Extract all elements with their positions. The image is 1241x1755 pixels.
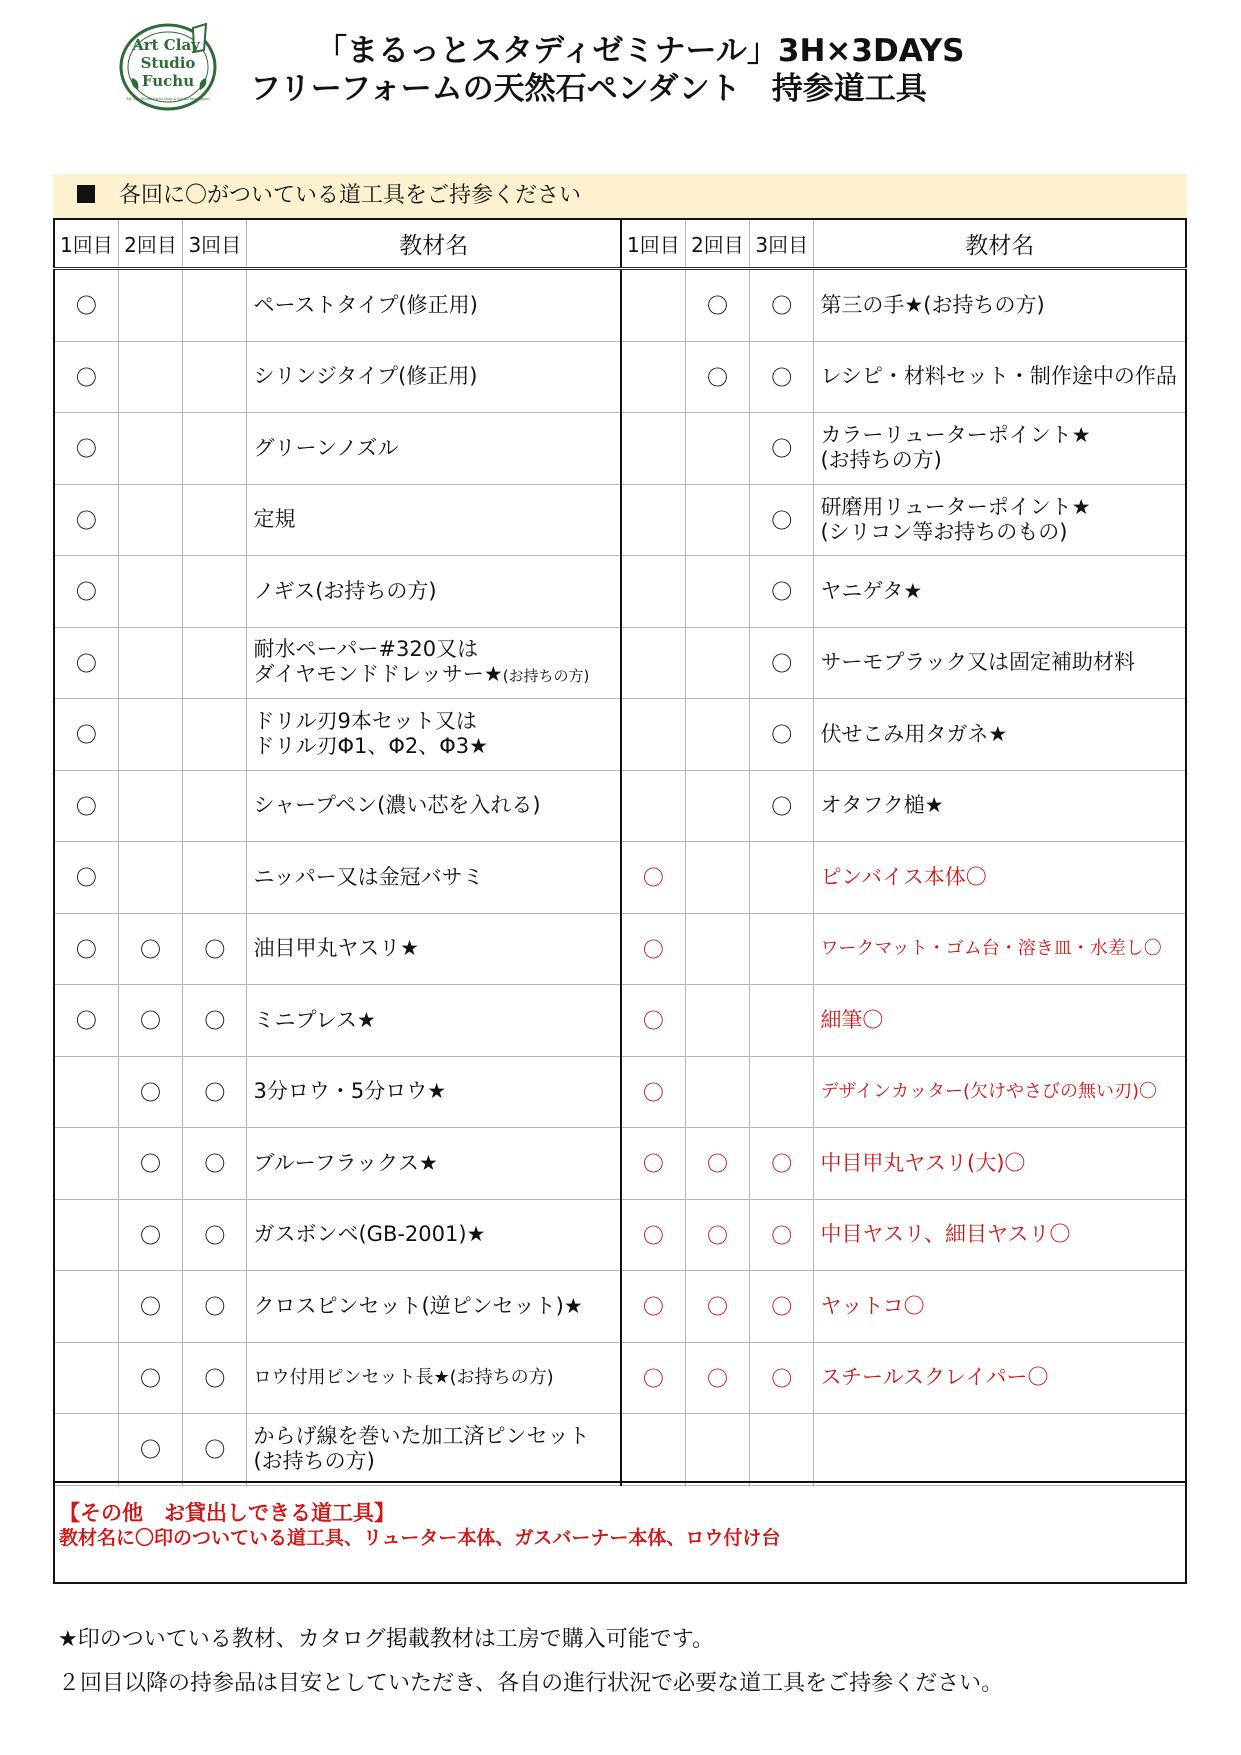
- session-mark: 〇: [621, 1342, 685, 1414]
- session-mark: 〇: [183, 1414, 247, 1486]
- table-row: [54, 484, 1186, 556]
- session-mark: 〇: [750, 1199, 814, 1271]
- logo-line3: Fuchu: [141, 72, 195, 90]
- item-name: [814, 1128, 1186, 1200]
- session-mark: [183, 413, 247, 485]
- item-name: [814, 842, 1186, 914]
- session-mark: 〇: [621, 913, 685, 985]
- item-name: [814, 627, 1186, 699]
- item-name: [247, 1271, 621, 1343]
- item-name: [247, 1056, 621, 1128]
- item-name: [247, 556, 621, 628]
- table-row: [54, 556, 1186, 628]
- session-mark: 〇: [183, 1056, 247, 1128]
- item-name: [247, 699, 621, 771]
- item-name-line: ダイヤモンドドレッサー★(お持ちの方): [253, 661, 590, 686]
- item-name-line: 3分ロウ・5分ロウ★: [253, 1079, 447, 1104]
- item-name-line: ブルーフラックス★: [253, 1150, 438, 1175]
- session-mark: [118, 770, 182, 842]
- session-mark: [118, 269, 182, 342]
- logo-ring-text: Art Clay Studio Fuchu Shop & School Tokyo Japan: [126, 97, 210, 101]
- page-title: [250, 32, 1010, 108]
- item-name: [247, 269, 621, 342]
- item-name: [247, 1199, 621, 1271]
- session-mark: 〇: [685, 1342, 749, 1414]
- item-name-line: ピンバイス本体〇: [820, 864, 987, 889]
- session-mark: 〇: [750, 699, 814, 771]
- session-mark: [183, 269, 247, 342]
- session-mark: 〇: [54, 484, 118, 556]
- table-row: [54, 1414, 1186, 1486]
- item-name-line: 研磨用リューターポイント★: [820, 494, 1091, 519]
- item-name: [814, 1056, 1186, 1128]
- session-mark: 〇: [685, 1199, 749, 1271]
- item-name: [814, 484, 1186, 556]
- col-header-session3-right: 3回目: [750, 219, 814, 269]
- logo-line1: Art Clay: [132, 36, 200, 54]
- table-row: [54, 1342, 1186, 1414]
- session-mark: [750, 1414, 814, 1486]
- session-mark: [118, 627, 182, 699]
- col-header-item-name: 教材名: [247, 219, 621, 269]
- session-mark: [621, 556, 685, 628]
- note-line: ２回目以降の持参品は目安としていただき、各自の進行状況で必要な道工具をご持参ください。: [58, 1671, 1004, 1696]
- item-name-line: 中目ヤスリ、細目ヤスリ〇: [820, 1222, 1071, 1247]
- item-name: [814, 913, 1186, 985]
- session-mark: [621, 413, 685, 485]
- session-mark: 〇: [750, 1128, 814, 1200]
- session-mark: [183, 484, 247, 556]
- session-mark: [54, 1342, 118, 1414]
- col-header-session3: 3回目: [183, 219, 247, 269]
- item-name-line: グリーンノズル: [253, 435, 399, 460]
- session-mark: 〇: [118, 913, 182, 985]
- session-mark: 〇: [54, 985, 118, 1057]
- session-mark: 〇: [750, 1342, 814, 1414]
- session-mark: 〇: [621, 1128, 685, 1200]
- item-name-line: スチールスクレイパー〇: [820, 1365, 1049, 1390]
- item-name: [814, 1414, 1186, 1486]
- item-name-line: (お持ちの方): [820, 448, 942, 473]
- session-mark: [685, 627, 749, 699]
- item-name: [247, 413, 621, 485]
- notice-text: 各回に〇がついている道工具をご持参ください: [119, 183, 582, 208]
- item-name: [247, 842, 621, 914]
- item-name: [247, 1342, 621, 1414]
- item-name: [814, 1199, 1186, 1271]
- item-name: [814, 770, 1186, 842]
- item-name-line: 伏せこみ用タガネ★: [820, 721, 1008, 746]
- session-mark: [183, 699, 247, 771]
- item-name-line: 第三の手★(お持ちの方): [820, 292, 1045, 317]
- item-name: [247, 770, 621, 842]
- title-line2: フリーフォームの天然石ペンダント 持参道工具: [250, 71, 927, 107]
- table-row: [54, 1199, 1186, 1271]
- table-row: [54, 1056, 1186, 1128]
- item-name: [814, 1342, 1186, 1414]
- session-mark: 〇: [183, 1342, 247, 1414]
- session-mark: 〇: [118, 1414, 182, 1486]
- notice-banner: [53, 174, 1187, 218]
- session-mark: 〇: [621, 842, 685, 914]
- session-mark: 〇: [685, 1128, 749, 1200]
- item-name-line: 中目甲丸ヤスリ(大)〇: [820, 1150, 1026, 1175]
- item-name-line: 耐水ペーパー#320又は: [253, 636, 479, 661]
- session-mark: 〇: [750, 484, 814, 556]
- session-mark: 〇: [54, 770, 118, 842]
- item-name: [814, 413, 1186, 485]
- item-name: [247, 1128, 621, 1200]
- table-row: [54, 842, 1186, 914]
- session-mark: [621, 269, 685, 342]
- item-name-line: ノギス(お持ちの方): [253, 578, 437, 603]
- session-mark: [685, 913, 749, 985]
- session-mark: 〇: [183, 1199, 247, 1271]
- table-row: [54, 770, 1186, 842]
- session-mark: [54, 1271, 118, 1343]
- tools-table: [53, 218, 1187, 1486]
- item-name-line: (シリコン等お持ちのもの): [820, 519, 1068, 544]
- session-mark: 〇: [750, 770, 814, 842]
- lendable-heading: 【その他 お貸出しできる道工具】: [59, 1501, 395, 1525]
- item-name: [247, 985, 621, 1057]
- session-mark: 〇: [183, 913, 247, 985]
- session-mark: [183, 341, 247, 413]
- session-mark: [621, 627, 685, 699]
- logo-line2: Studio: [140, 54, 196, 72]
- item-name: [247, 341, 621, 413]
- session-mark: 〇: [183, 985, 247, 1057]
- session-mark: [621, 341, 685, 413]
- table-row: [54, 1271, 1186, 1343]
- session-mark: [118, 842, 182, 914]
- session-mark: [685, 413, 749, 485]
- item-name-line: ドリル刃9本セット又は: [253, 709, 477, 734]
- session-mark: 〇: [621, 1199, 685, 1271]
- item-name-line: 細筆〇: [820, 1007, 884, 1032]
- session-mark: 〇: [54, 269, 118, 342]
- session-mark: [118, 413, 182, 485]
- session-mark: 〇: [118, 985, 182, 1057]
- session-mark: 〇: [183, 1271, 247, 1343]
- lendable-tools-box: [53, 1481, 1187, 1584]
- session-mark: 〇: [54, 913, 118, 985]
- title-line1: 「まるっとスタディゼミナール」3H×3DAYS: [316, 33, 965, 69]
- note-line: ★印のついている教材、カタログ掲載教材は工房で購入可能です。: [58, 1627, 714, 1652]
- session-mark: [685, 985, 749, 1057]
- item-name-line: サーモプラック又は固定補助材料: [820, 650, 1136, 675]
- session-mark: 〇: [685, 269, 749, 342]
- session-mark: 〇: [118, 1199, 182, 1271]
- item-name-line: ヤニゲタ★: [820, 578, 923, 603]
- session-mark: 〇: [750, 556, 814, 628]
- session-mark: 〇: [750, 1271, 814, 1343]
- studio-logo: [118, 20, 222, 112]
- session-mark: [118, 341, 182, 413]
- footer-notes: [58, 1618, 1003, 1706]
- item-name-line: クロスピンセット(逆ピンセット)★: [253, 1293, 583, 1318]
- session-mark: 〇: [54, 413, 118, 485]
- session-mark: 〇: [54, 341, 118, 413]
- item-name-line: シリンジタイプ(修正用): [253, 364, 478, 389]
- session-mark: [685, 556, 749, 628]
- session-mark: 〇: [750, 627, 814, 699]
- session-mark: 〇: [118, 1271, 182, 1343]
- session-mark: 〇: [750, 269, 814, 342]
- session-mark: [685, 770, 749, 842]
- item-name-line: シャープペン(濃い芯を入れる): [253, 793, 541, 818]
- item-name: [814, 985, 1186, 1057]
- session-mark: [621, 484, 685, 556]
- session-mark: [750, 913, 814, 985]
- item-name-line: オタフク槌★: [820, 793, 944, 818]
- session-mark: 〇: [183, 1128, 247, 1200]
- session-mark: 〇: [621, 1056, 685, 1128]
- session-mark: [54, 1056, 118, 1128]
- session-mark: [621, 1414, 685, 1486]
- session-mark: 〇: [118, 1128, 182, 1200]
- session-mark: 〇: [750, 341, 814, 413]
- item-name-line: 定規: [253, 507, 296, 532]
- item-name-line: (お持ちの方): [253, 1449, 375, 1474]
- session-mark: 〇: [54, 699, 118, 771]
- session-mark: 〇: [621, 1271, 685, 1343]
- session-mark: [118, 484, 182, 556]
- item-name-line: レシピ・材料セット・制作途中の作品: [820, 364, 1177, 389]
- item-name-line: ヤットコ〇: [820, 1293, 925, 1318]
- session-mark: 〇: [750, 413, 814, 485]
- session-mark: 〇: [54, 842, 118, 914]
- item-name: [814, 269, 1186, 342]
- item-name: [247, 627, 621, 699]
- session-mark: [54, 1199, 118, 1271]
- session-mark: 〇: [118, 1342, 182, 1414]
- table-row: [54, 1128, 1186, 1200]
- session-mark: [685, 699, 749, 771]
- session-mark: 〇: [118, 1056, 182, 1128]
- square-bullet-icon: [77, 185, 95, 203]
- table-row: [54, 985, 1186, 1057]
- session-mark: [54, 1128, 118, 1200]
- item-name: [814, 556, 1186, 628]
- col-header-item-name-right: 教材名: [814, 219, 1186, 269]
- session-mark: [183, 556, 247, 628]
- session-mark: [118, 556, 182, 628]
- session-mark: 〇: [621, 985, 685, 1057]
- item-name-line: 油目甲丸ヤスリ★: [253, 936, 419, 961]
- item-name-note: (お持ちの方): [502, 666, 590, 685]
- session-mark: 〇: [685, 341, 749, 413]
- col-header-session1: 1回目: [54, 219, 118, 269]
- session-mark: [750, 1056, 814, 1128]
- session-mark: [183, 770, 247, 842]
- col-header-session2: 2回目: [118, 219, 182, 269]
- table-header-row: [54, 219, 1186, 269]
- item-name-line: ミニプレス★: [253, 1007, 376, 1032]
- item-name: [814, 1271, 1186, 1343]
- item-name-line: ドリル刃Φ1、Φ2、Φ3★: [253, 734, 488, 759]
- item-name-line: ニッパー又は金冠バサミ: [253, 864, 484, 889]
- session-mark: 〇: [685, 1271, 749, 1343]
- session-mark: [621, 699, 685, 771]
- col-header-session1-right: 1回目: [621, 219, 685, 269]
- item-name-line: ワークマット・ゴム台・溶き皿・水差し〇: [820, 938, 1162, 960]
- item-name: [247, 484, 621, 556]
- item-name-line: からげ線を巻いた加工済ピンセット: [253, 1424, 590, 1449]
- session-mark: [685, 1056, 749, 1128]
- session-mark: [750, 985, 814, 1057]
- session-mark: [118, 699, 182, 771]
- session-mark: [621, 770, 685, 842]
- session-mark: [750, 842, 814, 914]
- col-header-session2-right: 2回目: [685, 219, 749, 269]
- item-name: [814, 341, 1186, 413]
- table-row: [54, 269, 1186, 342]
- item-name-line: デザインカッター(欠けやさびの無い刃)〇: [820, 1081, 1158, 1103]
- item-name-line: ガスボンベ(GB-2001)★: [253, 1222, 486, 1247]
- session-mark: 〇: [54, 627, 118, 699]
- table-row: [54, 627, 1186, 699]
- table-row: [54, 341, 1186, 413]
- session-mark: [54, 1414, 118, 1486]
- table-row: [54, 699, 1186, 771]
- session-mark: 〇: [54, 556, 118, 628]
- item-name: [247, 913, 621, 985]
- session-mark: [183, 627, 247, 699]
- session-mark: [685, 842, 749, 914]
- lendable-body: 教材名に〇印のついている道工具、リューター本体、ガスバーナー本体、ロウ付け台: [59, 1527, 781, 1549]
- table-row: [54, 413, 1186, 485]
- item-name-line: ペーストタイプ(修正用): [253, 292, 478, 317]
- item-name-line: カラーリューターポイント★: [820, 423, 1091, 448]
- session-mark: [685, 1414, 749, 1486]
- session-mark: [685, 484, 749, 556]
- session-mark: [183, 842, 247, 914]
- item-name: [814, 699, 1186, 771]
- item-name: [247, 1414, 621, 1486]
- table-row: [54, 913, 1186, 985]
- item-name-line: ロウ付用ピンセット長★(お持ちの方): [253, 1367, 554, 1389]
